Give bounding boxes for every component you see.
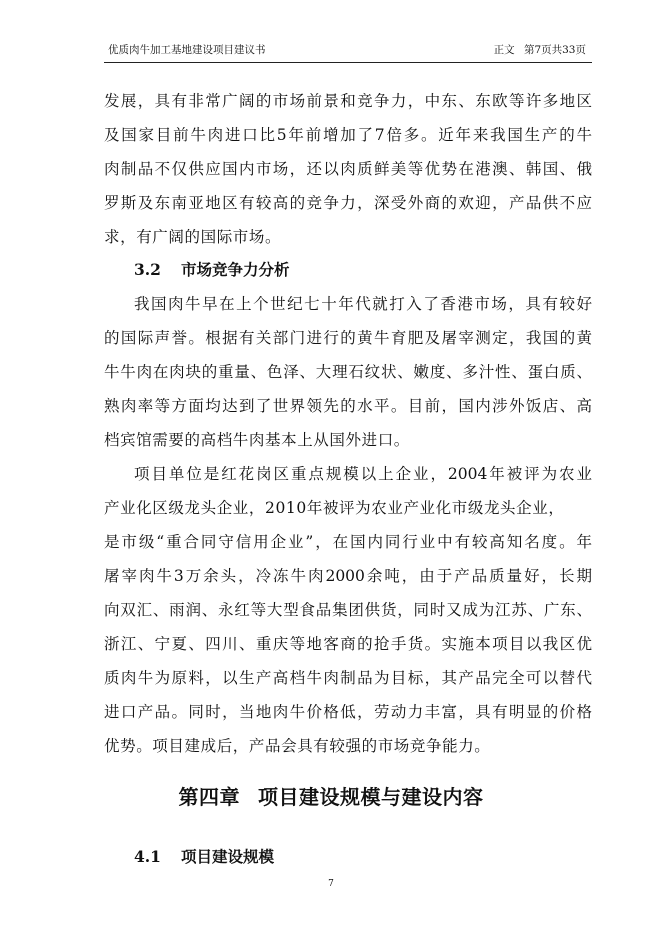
header-title: 优质肉牛加工基地建设项目建议书	[108, 44, 266, 56]
paragraph-line: 质肉牛为原料，以生产高档牛肉制品为目标，其产品完全可以替代	[104, 669, 592, 687]
chapter-title: 项目建设规模与建设内容	[258, 785, 484, 809]
paragraph-line: 发展，具有非常广阔的市场前景和竞争力，中东、东欧等许多地区	[104, 92, 592, 110]
paragraph-line: 罗斯及东南亚地区有较高的竞争力，深受外商的欢迎，产品供不应	[104, 194, 592, 212]
paragraph-line: 浙江、宁夏、四川、重庆等地客商的抢手货。实施本项目以我区优	[104, 635, 592, 653]
paragraph-line: 档宾馆需要的高档牛肉基本上从国外进口。	[104, 431, 410, 449]
paragraph-line: 屠宰肉牛3万余头，冷冻牛肉2000余吨，由于产品质量好，长期	[104, 567, 592, 585]
paragraph-line: 项目单位是红花岗区重点规模以上企业，2004年被评为农业	[134, 465, 592, 483]
page-header	[104, 38, 592, 63]
header-page-info: 正文 第7页共33页	[493, 44, 586, 56]
paragraph-line: 的国际声誉。根据有关部门进行的黄牛育肥及屠宰测定，我国的黄	[104, 329, 592, 347]
paragraph-line: 是市级“重合同守信用企业”，在国内同行业中有较高知名度。年	[104, 533, 592, 551]
chapter-number: 第四章	[178, 785, 240, 809]
paragraph-line: 产业化区级龙头企业，2010年被评为农业产业化市级龙头企业，	[104, 499, 565, 517]
paragraph-line: 进口产品。同时，当地肉牛价格低，劳动力丰富，具有明显的价格	[104, 703, 592, 721]
page-number: 7	[328, 879, 334, 889]
paragraph-line: 向双汇、雨润、永红等大型食品集团供货，同时又成为江苏、广东、	[104, 601, 592, 619]
paragraph-line: 肉制品不仅供应国内市场，还以肉质鲜美等优势在港澳、韩国、俄	[104, 160, 592, 178]
paragraph-line: 我国肉牛早在上个世纪七十年代就打入了香港市场，具有较好	[134, 295, 592, 313]
chapter-heading	[0, 783, 662, 811]
paragraph-line: 牛牛肉在肉块的重量、色泽、大理石纹状、嫩度、多汁性、蛋白质、	[104, 363, 592, 381]
section-title: 市场竞争力分析	[180, 260, 290, 279]
section-number: 4.1	[134, 847, 161, 866]
paragraph-line: 及国家目前牛肉进口比5年前增加了7倍多。近年来我国生产的牛	[104, 126, 592, 144]
section-heading-3-2	[134, 259, 289, 281]
section-heading-4-1	[134, 846, 274, 868]
section-number: 3.2	[134, 260, 161, 279]
paragraph-line: 优势。项目建成后，产品会具有较强的市场竞争能力。	[104, 737, 491, 755]
paragraph-line: 求，有广阔的国际市场。	[104, 228, 282, 246]
paragraph-line: 熟肉率等方面均达到了世界领先的水平。目前，国内涉外饭店、高	[104, 397, 592, 415]
section-title: 项目建设规模	[180, 847, 274, 866]
